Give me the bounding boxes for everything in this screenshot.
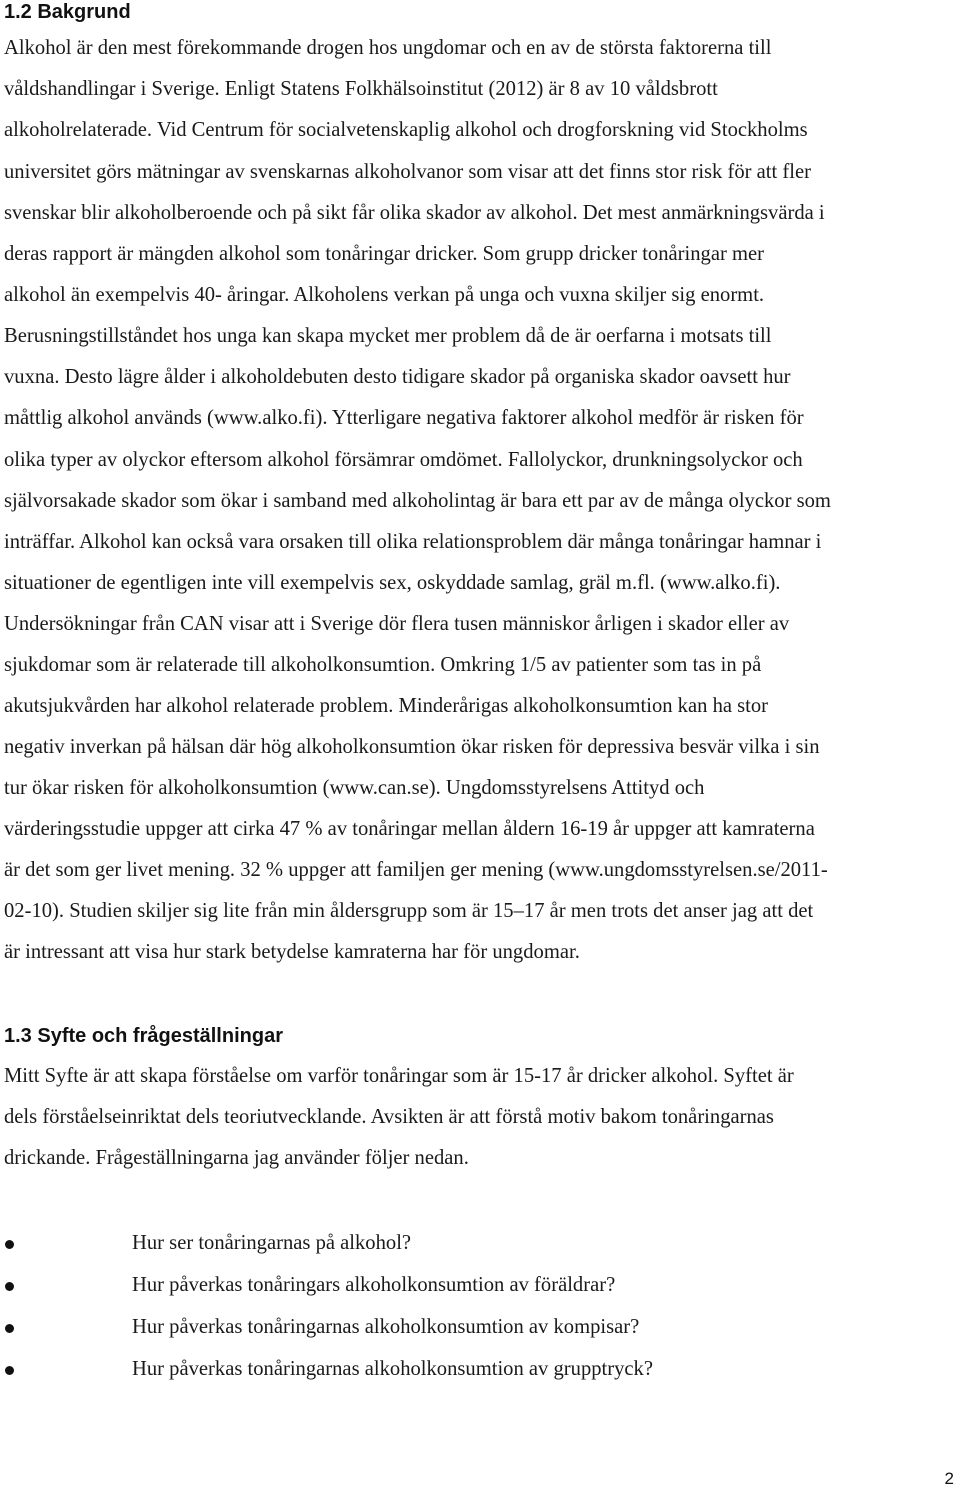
bullet-icon xyxy=(5,1282,14,1291)
bullet-icon xyxy=(5,1240,14,1249)
paragraph-line: akutsjukvården har alkohol relaterade problem. Minderårigas alkoholkonsumtion kan ha stor xyxy=(4,695,769,717)
bullet-icon xyxy=(5,1366,14,1375)
paragraph-line: vuxna. Desto lägre ålder i alkoholdebuten desto tidigare skador på organiska skador oavsett hur xyxy=(4,366,791,388)
paragraph-line: måttlig alkohol används (www.alko.fi). Ytterligare negativa faktorer alkohol medför är risken för xyxy=(4,407,804,429)
paragraph-line: negativ inverkan på hälsan där hög alkoholkonsumtion ökar risken för depressiva besvär vilka i sin xyxy=(4,736,820,758)
page-number: 2 xyxy=(944,1469,954,1488)
paragraph-line: universitet görs mätningar av svenskarnas alkoholvanor som visar att det finns stor risk för att fler xyxy=(4,161,811,183)
paragraph-line: sjukdomar som är relaterade till alkoholkonsumtion. Omkring 1/5 av patienter som tas in på xyxy=(4,654,762,676)
paragraph-line: deras rapport är mängden alkohol som tonåringar dricker. Som grupp dricker tonåringar mer xyxy=(4,243,765,265)
paragraph-line: värderingsstudie uppger att cirka 47 % av tonåringar mellan åldern 16-19 år uppger att kamraterna xyxy=(4,818,815,840)
paragraph-line: olika typer av olyckor eftersom alkohol försämrar omdömet. Fallolyckor, drunkningsolyckor och xyxy=(4,449,803,471)
paragraph-line: alkoholrelaterade. Vid Centrum för socialvetenskaplig alkohol och drogforskning vid Stockholms xyxy=(4,119,808,141)
bullet-icon xyxy=(5,1324,14,1333)
paragraph-line: dels förståelseinriktat dels teoriutvecklande. Avsikten är att förstå motiv bakom tonåringarnas xyxy=(4,1106,774,1128)
question-text: Hur ser tonåringarnas på alkohol? xyxy=(132,1232,412,1254)
section-heading-syfte: 1.3 Syfte och frågeställningar xyxy=(4,1025,283,1047)
paragraph-line: tur ökar risken för alkoholkonsumtion (www.can.se). Ungdomsstyrelsens Attityd och xyxy=(4,777,705,799)
paragraph-line: Undersökningar från CAN visar att i Sverige dör flera tusen människor årligen i skador eller av xyxy=(4,613,790,635)
paragraph-line: inträffar. Alkohol kan också vara orsaken till olika relationsproblem där många tonåringar hamnar i xyxy=(4,531,822,553)
paragraph-line: drickande. Frågeställningarna jag använder följer nedan. xyxy=(4,1147,469,1169)
question-text: Hur påverkas tonåringarnas alkoholkonsumtion av kompisar? xyxy=(132,1316,640,1338)
paragraph-line: våldshandlingar i Sverige. Enligt Statens Folkhälsoinstitut (2012) är 8 av 10 våldsbrott xyxy=(4,78,718,100)
paragraph-line: Berusningstillståndet hos unga kan skapa mycket mer problem då de är oerfarna i motsats till xyxy=(4,325,772,347)
paragraph-line: situationer de egentligen inte vill exempelvis sex, oskyddade samlag, gräl m.fl. (www.alko.fi). xyxy=(4,572,781,594)
section-heading-bakgrund: 1.2 Bakgrund xyxy=(4,1,131,23)
paragraph-line: Mitt Syfte är att skapa förståelse om varför tonåringar som är 15-17 år dricker alkohol. Syftet är xyxy=(4,1065,794,1087)
paragraph-line: Alkohol är den mest förekommande drogen hos ungdomar och en av de största faktorerna till xyxy=(4,37,772,59)
paragraph-line: alkohol än exempelvis 40- åringar. Alkoholens verkan på unga och vuxna skiljer sig enormt. xyxy=(4,284,765,306)
paragraph-line: självorsakade skador som ökar i samband med alkoholintag är bara ett par av de många olyckor som xyxy=(4,490,831,512)
paragraph-line: är intressant att visa hur stark betydelse kamraterna har för ungdomar. xyxy=(4,941,580,963)
paragraph-line: svenskar blir alkoholberoende och på sikt får olika skador av alkohol. Det mest anmärkningsvärda i xyxy=(4,202,825,224)
paragraph-line: är det som ger livet mening. 32 % uppger att familjen ger mening (www.ungdomsstyrelsen.se/2011- xyxy=(4,859,828,881)
question-text: Hur påverkas tonåringarnas alkoholkonsumtion av grupptryck? xyxy=(132,1358,653,1380)
question-text: Hur påverkas tonåringars alkoholkonsumtion av föräldrar? xyxy=(132,1274,616,1296)
paragraph-line: 02-10). Studien skiljer sig lite från min åldersgrupp som är 15–17 år men trots det anser jag att det xyxy=(4,900,814,922)
